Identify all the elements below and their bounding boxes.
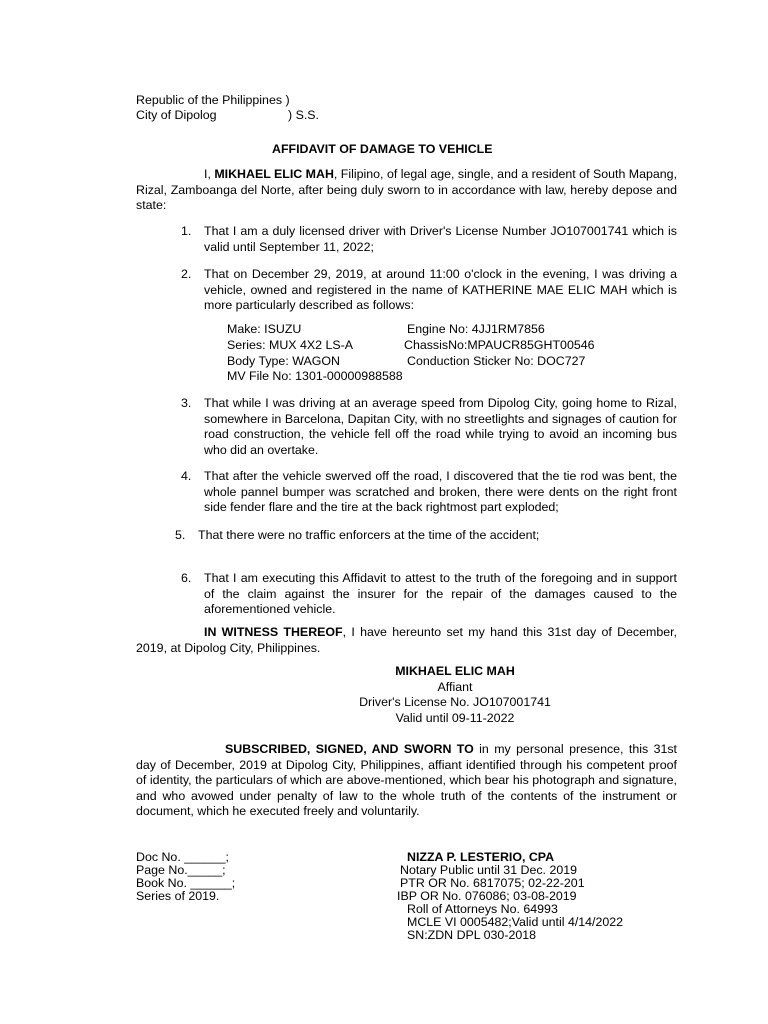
notary-line-6: SN:ZDN DPL 030-2018 [407, 928, 537, 942]
doc-number: Doc No. ______; [136, 850, 229, 864]
witness-paragraph [136, 625, 677, 656]
affiant-block [340, 664, 570, 726]
item-4-text: That after the vehicle swerved off the road, I discovered that the tie rod was bent, the whole pannel bumper was scratched and broken, there were dents on the right front side fender flare and the tire at the back rightmost part exploded; [204, 469, 677, 515]
item-2-number: 2. [181, 267, 192, 281]
item-5-text: That there were no traffic enforcers at the time of the accident; [198, 528, 540, 542]
notary-name: NIZZA P. LESTERIO, CPA [407, 850, 555, 864]
affiant-name: MIKHAEL ELIC MAH [395, 664, 515, 678]
intro-text: , Filipino, of legal age, single, and a resident of South Mapang, Rizal, Zamboanga del Norte, after being duly sworn to in accordance with law, hereby depose and state: [136, 167, 678, 213]
notary-line-4: Roll of Attorneys No. 64993 [407, 902, 558, 916]
item-1-number: 1. [181, 224, 192, 238]
item-3-number: 3. [181, 396, 192, 410]
intro-prefix: I, [204, 167, 215, 181]
witness-heading: IN WITNESS THEREOF [204, 625, 343, 639]
notary-line-5: MCLE VI 0005482;Valid until 4/14/2022 [407, 915, 624, 929]
intro-name: MIKHAEL ELIC MAH [214, 167, 334, 181]
vehicle-make: Make: ISUZU [227, 322, 302, 336]
notary-line-1: Notary Public until 31 Dec. 2019 [400, 863, 578, 877]
item-3-text: That while I was driving at an average speed from Dipolog City, going home to Rizal, somewhere in Barcelona, Dapitan City, with no streetlights and signages of caution for road construction, the vehicle fell off the road while trying to avoid an incoming bus who did an overtake. [204, 396, 677, 457]
item-6-number: 6. [181, 571, 192, 585]
witness-text: , I have hereunto set my hand this 31st day of December, 2019, at Dipolog City, Philippines. [136, 625, 677, 655]
jurat-heading: SUBSCRIBED, SIGNED, AND SWORN TO [225, 742, 474, 756]
venue-line-1: Republic of the Philippines ) [136, 93, 290, 107]
vehicle-mv-file: MV File No: 1301-00000988588 [227, 369, 403, 383]
vehicle-conduction: Conduction Sticker No: DOC727 [407, 354, 586, 368]
notary-line-2: PTR OR No. 6817075; 02-22-201 [400, 876, 585, 890]
item-5-number: 5. [175, 528, 186, 542]
item-2-text: That on December 29, 2019, at around 11:00 o'clock in the evening, I was driving a vehicle, owned and registered in the name of KATHERINE MAE ELIC MAH which is more particularly described as follows: [204, 267, 677, 313]
page-number: Page No._____; [136, 863, 226, 877]
item-6-text: That I am executing this Affidavit to attest to the truth of the foregoing and in support of the claim against the insurer for the repair of the damages caused to the aforementioned vehicle. [204, 571, 677, 617]
item-1-text: That I am a duly licensed driver with Driver's License Number JO107001741 which is valid until September 11, 2022; [204, 224, 677, 254]
affiant-valid: Valid until 09-11-2022 [395, 710, 515, 725]
vehicle-engine: Engine No: 4JJ1RM7856 [407, 322, 545, 336]
jurat-text: in my personal presence, this 31st day of December, 2019 at Dipolog City, Philippines, affiant identified through his competent proof of identity, the particulars of which are above-mentioned, which bear his photograph and signature, and who avowed under penalty of law to the whole truth of the contents of the instrument or document, which he executed freely and voluntarily. [136, 742, 677, 819]
affiant-license: Driver's License No. JO107001741 [359, 695, 551, 710]
document-title: AFFIDAVIT OF DAMAGE TO VEHICLE [272, 142, 493, 156]
venue-line-2-left: City of Dipolog [136, 108, 217, 122]
item-4-number: 4. [181, 469, 192, 483]
book-number: Book No. ______; [136, 876, 236, 890]
jurat-paragraph [136, 742, 677, 820]
notary-line-3: IBP OR No. 076086; 03-08-2019 [397, 889, 577, 903]
affiant-role: Affiant [437, 679, 473, 694]
intro-paragraph [136, 167, 677, 214]
vehicle-chassis: ChassisNo:MPAUCR85GHT00546 [404, 338, 595, 352]
vehicle-series: Series: MUX 4X2 LS-A [227, 338, 354, 352]
vehicle-body-type: Body Type: WAGON [227, 354, 340, 368]
series-year: Series of 2019. [136, 889, 220, 903]
venue-line-2-right: ) S.S. [288, 108, 319, 122]
